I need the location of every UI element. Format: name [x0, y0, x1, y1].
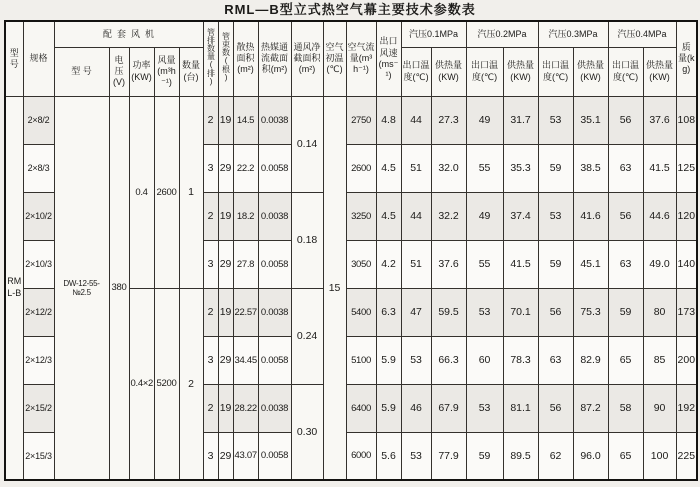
cell-heat-area: 34.45 — [233, 336, 258, 384]
cell-q2: 81.1 — [503, 384, 538, 432]
cell-heat-area: 18.2 — [233, 192, 258, 240]
cell-mass: 200 — [676, 336, 697, 384]
cell-q3: 82.9 — [573, 336, 608, 384]
cell-tube-count: 19 — [218, 96, 233, 144]
cell-q3: 38.5 — [573, 144, 608, 192]
cell-t2: 60 — [466, 336, 503, 384]
header-tube-count-label: 管束数(根) — [221, 32, 231, 83]
cell-tube-rows: 3 — [203, 144, 218, 192]
header-outlet-temp-04: 出口温度(℃) — [608, 47, 643, 96]
cell-t3: 53 — [538, 96, 573, 144]
header-tube-rows-label: 管排数量(排) — [206, 28, 216, 87]
cell-q4: 85 — [643, 336, 676, 384]
cell-mass: 225 — [676, 432, 697, 480]
cell-spec: 2×15/3 — [23, 432, 54, 480]
header-air-flow: 空气流量(m³h⁻¹) — [346, 21, 376, 96]
cell-t4: 65 — [608, 336, 643, 384]
cell-t4: 65 — [608, 432, 643, 480]
header-tube-rows — [203, 21, 218, 96]
cell-air-flow: 6000 — [346, 432, 376, 480]
cell-tube-count: 19 — [218, 384, 233, 432]
cell-fan-model: DW-12-55-№2.5 — [54, 96, 109, 480]
header-model: 型号 — [5, 21, 23, 96]
cell-tube-rows: 2 — [203, 384, 218, 432]
cell-q3: 45.1 — [573, 240, 608, 288]
cell-q4: 80 — [643, 288, 676, 336]
header-spec: 规格 — [23, 21, 54, 96]
cell-air-flow: 2750 — [346, 96, 376, 144]
cell-airvolume-group1: 2600 — [154, 96, 179, 288]
header-quantity: 数量(台) — [179, 47, 203, 96]
cell-heat-area: 43.07 — [233, 432, 258, 480]
cell-t1: 53 — [401, 336, 431, 384]
cell-t1: 47 — [401, 288, 431, 336]
cell-t4: 56 — [608, 96, 643, 144]
cell-heat-area: 14.5 — [233, 96, 258, 144]
cell-medium-area: 0.0058 — [258, 144, 291, 192]
cell-t3: 56 — [538, 384, 573, 432]
header-medium-area: 热媒通流截面积(m²) — [258, 21, 291, 96]
header-pressure-03: 汽压0.3MPa — [538, 21, 608, 47]
cell-t2: 59 — [466, 432, 503, 480]
header-heat-supply-04: 供热量(KW) — [643, 47, 676, 96]
cell-tube-count: 19 — [218, 192, 233, 240]
cell-air-flow: 3050 — [346, 240, 376, 288]
cell-air-flow: 5400 — [346, 288, 376, 336]
page-title: RML—B型立式热空气幕主要技术参数表 — [224, 2, 476, 17]
header-outlet-temp-03: 出口温度(℃) — [538, 47, 573, 96]
cell-mass: 125 — [676, 144, 697, 192]
cell-q3: 35.1 — [573, 96, 608, 144]
cell-quantity-group2: 2 — [179, 288, 203, 480]
cell-vent-area-3: 0.24 — [291, 288, 323, 384]
cell-tube-rows: 2 — [203, 192, 218, 240]
cell-spec: 2×10/3 — [23, 240, 54, 288]
header-pressure-02: 汽压0.2MPa — [466, 21, 538, 47]
cell-spec: 2×8/3 — [23, 144, 54, 192]
cell-medium-area: 0.0058 — [258, 432, 291, 480]
cell-tube-rows: 2 — [203, 288, 218, 336]
cell-t3: 59 — [538, 144, 573, 192]
cell-spec: 2×12/3 — [23, 336, 54, 384]
cell-tube-rows: 3 — [203, 240, 218, 288]
cell-medium-area: 0.0058 — [258, 240, 291, 288]
cell-q2: 78.3 — [503, 336, 538, 384]
cell-airvolume-group2: 5200 — [154, 288, 179, 480]
cell-outlet-speed: 5.9 — [376, 336, 401, 384]
cell-t3: 53 — [538, 192, 573, 240]
cell-spec: 2×12/2 — [23, 288, 54, 336]
cell-outlet-speed: 4.2 — [376, 240, 401, 288]
cell-outlet-speed: 5.6 — [376, 432, 401, 480]
cell-q4: 49.0 — [643, 240, 676, 288]
cell-outlet-speed: 4.5 — [376, 192, 401, 240]
cell-tube-rows: 2 — [203, 96, 218, 144]
cell-air-flow: 3250 — [346, 192, 376, 240]
cell-t4: 63 — [608, 144, 643, 192]
cell-t4: 59 — [608, 288, 643, 336]
cell-medium-area: 0.0038 — [258, 192, 291, 240]
header-heat-area: 散热面积(m²) — [233, 21, 258, 96]
cell-q1: 37.6 — [431, 240, 466, 288]
table-row — [5, 96, 697, 144]
cell-q3: 96.0 — [573, 432, 608, 480]
cell-spec: 2×10/2 — [23, 192, 54, 240]
cell-tube-count: 19 — [218, 288, 233, 336]
header-init-temp: 空气初温(℃) — [323, 21, 346, 96]
cell-t1: 51 — [401, 144, 431, 192]
cell-voltage: 380 — [109, 96, 129, 480]
cell-t4: 63 — [608, 240, 643, 288]
cell-q1: 67.9 — [431, 384, 466, 432]
cell-q4: 90 — [643, 384, 676, 432]
cell-t1: 44 — [401, 96, 431, 144]
cell-q2: 35.3 — [503, 144, 538, 192]
cell-outlet-speed: 4.5 — [376, 144, 401, 192]
cell-model: RML-B — [5, 96, 23, 480]
cell-medium-area: 0.0038 — [258, 96, 291, 144]
cell-heat-area: 22.2 — [233, 144, 258, 192]
header-outlet-temp-02: 出口温度(℃) — [466, 47, 503, 96]
cell-t3: 63 — [538, 336, 573, 384]
cell-q2: 89.5 — [503, 432, 538, 480]
cell-medium-area: 0.0058 — [258, 336, 291, 384]
cell-q1: 77.9 — [431, 432, 466, 480]
cell-q2: 31.7 — [503, 96, 538, 144]
cell-t3: 56 — [538, 288, 573, 336]
header-heat-supply-01: 供热量(KW) — [431, 47, 466, 96]
cell-t3: 62 — [538, 432, 573, 480]
cell-medium-area: 0.0038 — [258, 384, 291, 432]
cell-t2: 53 — [466, 384, 503, 432]
cell-t3: 59 — [538, 240, 573, 288]
cell-vent-area-4: 0.30 — [291, 384, 323, 480]
cell-t1: 53 — [401, 432, 431, 480]
header-heat-supply-02: 供热量(KW) — [503, 47, 538, 96]
cell-vent-area-1: 0.14 — [291, 96, 323, 192]
header-pressure-04: 汽压0.4MPa — [608, 21, 676, 47]
cell-t2: 49 — [466, 96, 503, 144]
cell-spec: 2×8/2 — [23, 96, 54, 144]
cell-tube-count: 29 — [218, 336, 233, 384]
cell-q1: 27.3 — [431, 96, 466, 144]
header-mass: 质量(kg) — [676, 21, 697, 96]
cell-t2: 49 — [466, 192, 503, 240]
header-power: 功率(KW) — [129, 47, 154, 96]
cell-q4: 37.6 — [643, 96, 676, 144]
cell-t2: 55 — [466, 144, 503, 192]
cell-power-group2: 0.4×2 — [129, 288, 154, 480]
cell-mass: 108 — [676, 96, 697, 144]
parameters-table — [4, 20, 698, 481]
cell-tube-count: 29 — [218, 432, 233, 480]
cell-q1: 32.2 — [431, 192, 466, 240]
cell-q4: 100 — [643, 432, 676, 480]
cell-tube-count: 29 — [218, 240, 233, 288]
cell-t1: 46 — [401, 384, 431, 432]
header-vent-area: 通风净截面积(m²) — [291, 21, 323, 96]
cell-q2: 37.4 — [503, 192, 538, 240]
cell-t2: 55 — [466, 240, 503, 288]
cell-t1: 44 — [401, 192, 431, 240]
cell-q2: 70.1 — [503, 288, 538, 336]
cell-init-temp: 15 — [323, 96, 346, 480]
cell-q1: 32.0 — [431, 144, 466, 192]
header-fan-model: 型 号 — [54, 47, 109, 96]
header-tube-count — [218, 21, 233, 96]
cell-q4: 41.5 — [643, 144, 676, 192]
header-outlet-temp-01: 出口温度(℃) — [401, 47, 431, 96]
cell-spec: 2×15/2 — [23, 384, 54, 432]
cell-q2: 41.5 — [503, 240, 538, 288]
cell-heat-area: 28.22 — [233, 384, 258, 432]
cell-outlet-speed: 4.8 — [376, 96, 401, 144]
cell-mass: 173 — [676, 288, 697, 336]
cell-t2: 53 — [466, 288, 503, 336]
cell-q3: 41.6 — [573, 192, 608, 240]
cell-mass: 140 — [676, 240, 697, 288]
header-fan-group: 配套风机 — [54, 21, 203, 47]
cell-heat-area: 27.8 — [233, 240, 258, 288]
cell-quantity-group1: 1 — [179, 96, 203, 288]
header-heat-supply-03: 供热量(KW) — [573, 47, 608, 96]
header-air-volume: 风量(m³h⁻¹) — [154, 47, 179, 96]
header-pressure-01: 汽压0.1MPa — [401, 21, 466, 47]
cell-q3: 87.2 — [573, 384, 608, 432]
cell-q1: 59.5 — [431, 288, 466, 336]
cell-q3: 75.3 — [573, 288, 608, 336]
cell-outlet-speed: 6.3 — [376, 288, 401, 336]
cell-air-flow: 2600 — [346, 144, 376, 192]
cell-vent-area-2: 0.18 — [291, 192, 323, 288]
cell-outlet-speed: 5.9 — [376, 384, 401, 432]
cell-air-flow: 5100 — [346, 336, 376, 384]
cell-tube-rows: 3 — [203, 432, 218, 480]
cell-tube-count: 29 — [218, 144, 233, 192]
cell-q1: 66.3 — [431, 336, 466, 384]
cell-q4: 44.6 — [643, 192, 676, 240]
cell-medium-area: 0.0038 — [258, 288, 291, 336]
cell-power-group1: 0.4 — [129, 96, 154, 288]
cell-heat-area: 22.57 — [233, 288, 258, 336]
cell-mass: 192 — [676, 384, 697, 432]
cell-mass: 120 — [676, 192, 697, 240]
header-voltage: 电压(V) — [109, 47, 129, 96]
header-outlet-speed: 出口风速(ms⁻¹) — [376, 21, 401, 96]
cell-air-flow: 6400 — [346, 384, 376, 432]
cell-tube-rows: 3 — [203, 336, 218, 384]
cell-t4: 56 — [608, 192, 643, 240]
cell-t4: 58 — [608, 384, 643, 432]
cell-t1: 51 — [401, 240, 431, 288]
